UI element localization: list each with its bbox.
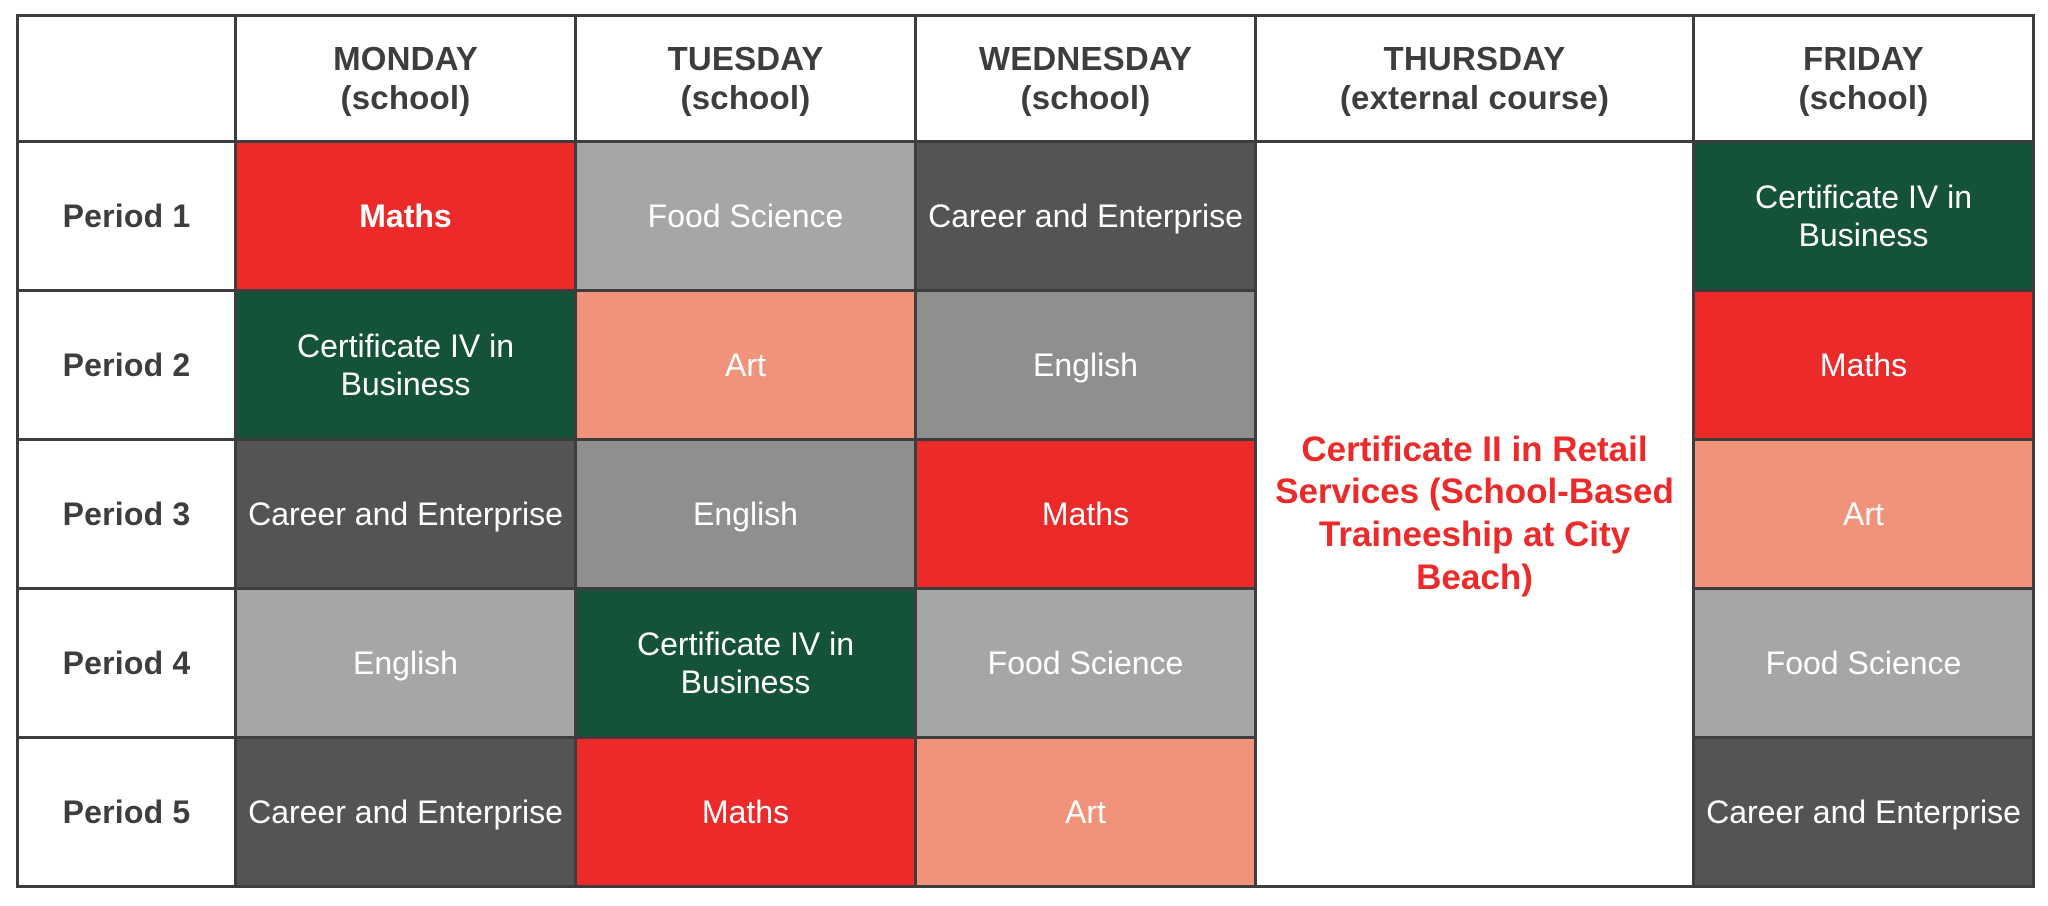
slot-monday-period-2-label: Certificate IV in Business — [237, 292, 574, 438]
day-header-tuesday-name: TUESDAY — [667, 40, 824, 78]
slot-tuesday-period-1 — [576, 142, 916, 291]
slot-wednesday-period-5 — [916, 738, 1256, 887]
slot-friday-period-3-label: Art — [1695, 441, 2032, 587]
slot-tuesday-period-2 — [576, 291, 916, 440]
slot-tuesday-period-4-label: Certificate IV in Business — [577, 590, 914, 736]
slot-monday-period-1 — [236, 142, 576, 291]
table-row — [18, 291, 2034, 440]
period-label-3: Period 3 — [18, 440, 236, 589]
slot-wednesday-period-4-label: Food Science — [917, 590, 1254, 736]
table-header-row — [18, 16, 2034, 142]
slot-thursday-label: Certificate II in Retail Services (School-Based Traineeship at City Beach) — [1275, 429, 1674, 597]
slot-wednesday-period-3 — [916, 440, 1256, 589]
day-header-friday-sub: (school) — [1798, 78, 1929, 116]
slot-monday-period-1-label: Maths — [237, 143, 574, 289]
slot-wednesday-period-5-label: Art — [917, 739, 1254, 885]
slot-friday-period-3 — [1694, 440, 2034, 589]
day-header-wednesday — [916, 16, 1256, 142]
slot-tuesday-period-3 — [576, 440, 916, 589]
day-header-monday-name: MONDAY — [333, 40, 478, 78]
day-header-friday-name: FRIDAY — [1802, 40, 1924, 78]
period-label-4: Period 4 — [18, 589, 236, 738]
table-row — [18, 589, 2034, 738]
slot-tuesday-period-2-label: Art — [577, 292, 914, 438]
slot-friday-period-2-label: Maths — [1695, 292, 2032, 438]
slot-tuesday-period-1-label: Food Science — [577, 143, 914, 289]
day-header-tuesday — [576, 16, 916, 142]
slot-monday-period-2 — [236, 291, 576, 440]
day-header-wednesday-name: WEDNESDAY — [978, 40, 1193, 78]
slot-wednesday-period-3-label: Maths — [917, 441, 1254, 587]
corner-cell — [18, 16, 236, 142]
slot-monday-period-3-label: Career and Enterprise — [237, 441, 574, 587]
day-header-thursday-sub: (external course) — [1339, 78, 1610, 116]
period-label-5: Period 5 — [18, 738, 236, 887]
slot-friday-period-5-label: Career and Enterprise — [1695, 739, 2032, 885]
table-row — [18, 738, 2034, 887]
day-header-monday — [236, 16, 576, 142]
slot-friday-period-1-label: Certificate IV in Business — [1695, 143, 2032, 289]
period-label-2: Period 2 — [18, 291, 236, 440]
slot-wednesday-period-2 — [916, 291, 1256, 440]
day-header-thursday — [1256, 16, 1694, 142]
slot-tuesday-period-5 — [576, 738, 916, 887]
slot-friday-period-4 — [1694, 589, 2034, 738]
slot-wednesday-period-1 — [916, 142, 1256, 291]
day-header-friday — [1694, 16, 2034, 142]
slot-monday-period-5 — [236, 738, 576, 887]
weekly-timetable — [16, 14, 2035, 888]
period-label-1: Period 1 — [18, 142, 236, 291]
table-row — [18, 440, 2034, 589]
slot-friday-period-2 — [1694, 291, 2034, 440]
day-header-tuesday-sub: (school) — [680, 78, 811, 116]
slot-tuesday-period-5-label: Maths — [577, 739, 914, 885]
slot-friday-period-4-label: Food Science — [1695, 590, 2032, 736]
slot-tuesday-period-3-label: English — [577, 441, 914, 587]
slot-friday-period-1 — [1694, 142, 2034, 291]
slot-friday-period-5 — [1694, 738, 2034, 887]
slot-wednesday-period-4 — [916, 589, 1256, 738]
slot-wednesday-period-1-label: Career and Enterprise — [917, 143, 1254, 289]
day-header-thursday-name: THURSDAY — [1383, 40, 1566, 78]
slot-thursday-all-day — [1256, 142, 1694, 887]
slot-monday-period-4-label: English — [237, 590, 574, 736]
slot-wednesday-period-2-label: English — [917, 292, 1254, 438]
day-header-wednesday-sub: (school) — [1020, 78, 1151, 116]
slot-tuesday-period-4 — [576, 589, 916, 738]
slot-monday-period-3 — [236, 440, 576, 589]
table-row — [18, 142, 2034, 291]
slot-monday-period-5-label: Career and Enterprise — [237, 739, 574, 885]
slot-monday-period-4 — [236, 589, 576, 738]
day-header-monday-sub: (school) — [340, 78, 471, 116]
